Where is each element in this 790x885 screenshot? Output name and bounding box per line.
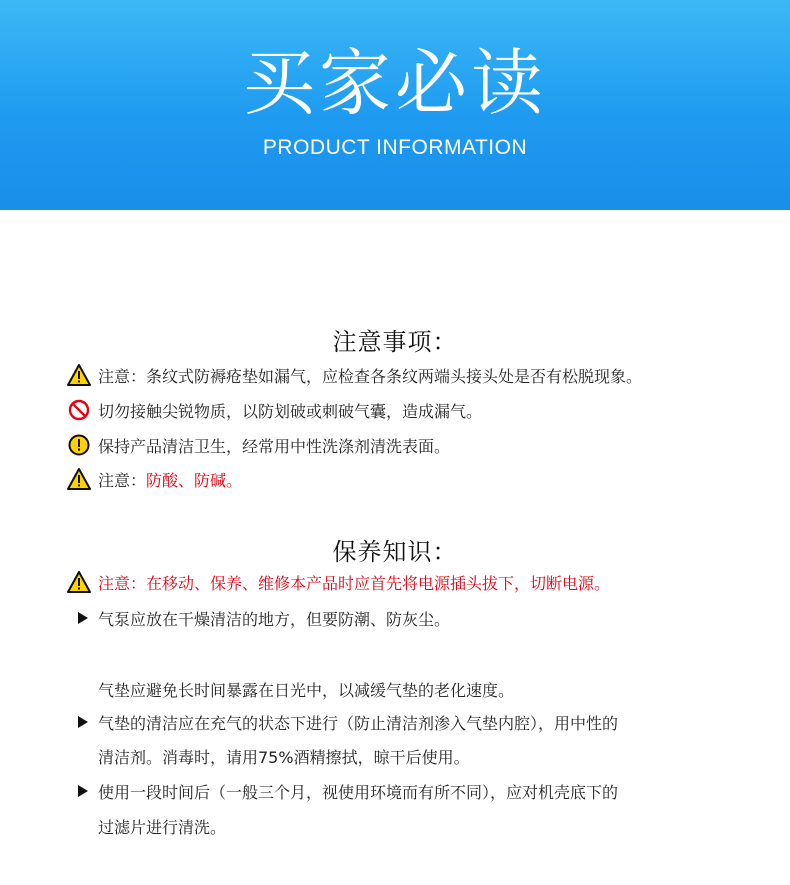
notice-item-label: 注意：	[98, 470, 147, 490]
maintenance-warning	[66, 567, 760, 597]
arrow-right-icon	[70, 778, 96, 804]
arrow-right-icon	[70, 605, 96, 631]
banner-subtitle: PRODUCT INFORMATION	[262, 136, 528, 159]
notice-item-text: 切勿接触尖锐物质，以防划破或刺破气囊，造成漏气。	[98, 401, 483, 421]
maintenance-item-text: 气垫的清洁应在充气的状态下进行（防止清洁剂渗入气垫内腔），用中性的	[98, 713, 619, 733]
notice-item-2	[66, 395, 760, 425]
warning-icon	[66, 569, 92, 595]
arrow-right-icon	[70, 709, 96, 735]
notice-item-text: 保持产品清洁卫生，经常用中性洗涤剂清洗表面。	[98, 436, 451, 456]
maintenance-item-text: 气泵应放在干燥清洁的地方，但要防潮、防灰尘。	[98, 609, 451, 629]
notice-title: 注意事项：	[332, 328, 458, 356]
notice-item-3	[66, 430, 760, 460]
maintenance-item-3-cont: 清洁剂。消毒时，请用75%酒精擦拭，晾干后使用。	[98, 747, 470, 767]
banner-title: 买家必读	[242, 41, 547, 125]
maintenance-warning-text: 注意：在移动、保养、维修本产品时应首先将电源插头拔下，切断电源。	[98, 573, 611, 593]
maintenance-item-2: 气垫应避免长时间暴露在日光中，以减缓气垫的老化速度。	[98, 680, 515, 700]
maintenance-item-4	[66, 776, 760, 806]
maintenance-item-4-cont: 过滤片进行清洗。	[98, 817, 227, 837]
maintenance-item-text: 使用一段时间后（一般三个月，视使用环境而有所不同），应对机壳底下的	[98, 782, 619, 802]
maintenance-item-3	[66, 707, 760, 737]
warning-icon	[66, 466, 92, 492]
maintenance-title: 保养知识：	[332, 538, 458, 566]
notice-item-1	[66, 360, 760, 390]
notice-item-label: 注意：	[98, 366, 147, 386]
notice-item-text: 条纹式防褥疮垫如漏气，应检查各条纹两端头接头处是否有松脱现象。	[146, 366, 643, 386]
warning-icon	[66, 362, 92, 388]
exclamation-icon	[66, 432, 92, 458]
notice-item-text: 防酸、防碱。	[146, 470, 243, 490]
header-banner	[0, 0, 790, 210]
notice-item-4	[66, 464, 760, 494]
maintenance-item-1	[66, 603, 760, 633]
prohibited-icon	[66, 397, 92, 423]
